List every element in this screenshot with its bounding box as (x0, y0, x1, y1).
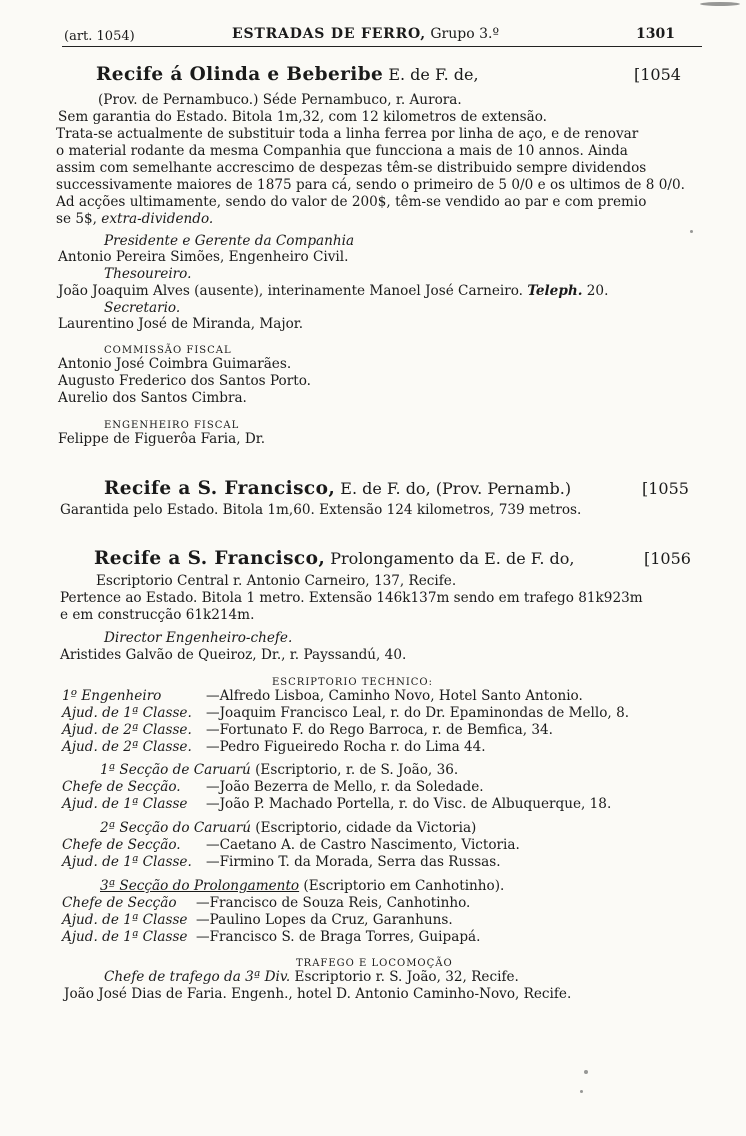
staff-role: Ajud. de 2ª Classe. (62, 739, 192, 755)
staff-role: Ajud. de 1ª Classe. (62, 854, 192, 870)
staff-role: Chefe de Secção. (62, 779, 181, 795)
entry-1056-address: Escriptorio Central r. Antonio Carneiro, 137, Recife. (96, 573, 457, 589)
entry-1054-body-last-plain: se 5$, (56, 211, 102, 227)
section-title (100, 762, 458, 779)
role-name-president: Antonio Pereira Simões, Engenheiro Civil. (58, 249, 349, 265)
section-title (100, 820, 476, 837)
staff-name: —Paulino Lopes da Cruz, Garanhuns. (196, 912, 453, 928)
role-title-secretary: Secretario. (104, 300, 181, 316)
scan-speck (580, 1090, 583, 1093)
commission-heading: COMMISSÃO FISCAL (104, 345, 232, 356)
staff-name: —João Bezerra de Mello, r. da Soledade. (206, 779, 484, 795)
entry-1056-body-line: Pertence ao Estado. Bitola 1 metro. Extensão 146k137m sendo em trafego 81k923m (60, 590, 643, 606)
section-title-italic: 1ª Secção de Caruarú (100, 762, 251, 778)
tech-office-heading: ESCRIPTORIO TECHNICO: (272, 677, 433, 688)
entry-1054-body-line: Trata-se actualmente de substituir toda a linha ferrea por linha de aço, e de renovar (56, 126, 639, 142)
staff-role: Chefe de Secção (62, 895, 177, 911)
role-title-treasurer: Thesoureiro. (104, 266, 192, 282)
director-name: Aristides Galvão de Queiroz, Dr., r. Payssandú, 40. (60, 647, 407, 663)
entry-1054-body-line: Ad acções ultimamente, sendo do valor de 200$, têm-se vendido ao par e com premio (56, 194, 647, 210)
staff-name: —Pedro Figueiredo Rocha r. do Lima 44. (206, 739, 486, 755)
entry-1054-address: (Prov. de Pernambuco.) Séde Pernambuco, r. Aurora. (98, 92, 462, 108)
section-title-italic: 2ª Secção do Caruarú (100, 820, 251, 836)
section-title (100, 878, 504, 895)
staff-name: —Francisco S. de Braga Torres, Guipapá. (196, 929, 481, 945)
staff-role: Ajud. de 1ª Classe (62, 912, 188, 928)
role-name-secretary: Laurentino José de Miranda, Major. (58, 316, 304, 332)
entry-1054-body-last-italic: extra-dividendo. (101, 211, 214, 227)
entry-1054-body-line: o material rodante da mesma Companhia que funcciona a mais de 10 annos. Ainda (56, 143, 628, 159)
staff-name: —João P. Machado Portella, r. do Visc. de Albuquerque, 18. (206, 796, 612, 812)
running-header-group: Grupo 3.º (425, 26, 500, 42)
section-title-italic: 3ª Secção do Prolongamento (100, 878, 300, 894)
entry-1056-body-line: e em construcção 61k214m. (60, 607, 255, 623)
entry-1054-body-line: assim com semelhante accrescimo de despezas têm-se distribuido sempre dividendos (56, 160, 647, 176)
running-header-left: (art. 1054) (64, 29, 135, 44)
entry-1055-title (104, 480, 571, 499)
header-rule (62, 46, 702, 47)
staff-name: —Firmino T. da Morada, Serra das Russas. (206, 854, 501, 870)
section-title-rest: (Escriptorio, r. de S. João, 36. (250, 762, 459, 778)
entry-1056-number: [1056 (644, 549, 691, 568)
entry-1056-title (94, 550, 575, 569)
running-header-center (232, 26, 499, 43)
staff-role: Ajud. de 1ª Classe. (62, 705, 192, 721)
entry-1054-title-bold: Recife á Olinda e Beberibe (96, 64, 384, 85)
role-name-treasurer-text: João Joaquim Alves (ausente), interinamente Manoel José Carneiro. (58, 283, 523, 299)
scan-speck (700, 2, 740, 6)
role-title-president: Presidente e Gerente da Companhia (104, 233, 355, 249)
commission-member: Antonio José Coimbra Guimarães. (58, 356, 292, 372)
entry-1054-number: [1054 (634, 65, 681, 84)
entry-1054-title (96, 66, 696, 85)
traffic-role-rest: Escriptorio r. S. João, 32, Recife. (290, 969, 519, 985)
staff-name: —Francisco de Souza Reis, Canhotinho. (196, 895, 471, 911)
staff-name: —Joaquim Francisco Leal, r. do Dr. Epaminondas de Mello, 8. (206, 705, 630, 721)
page-number: 1301 (636, 26, 675, 42)
staff-role: Ajud. de 2ª Classe. (62, 722, 192, 738)
telephone-label: Teleph. (527, 283, 583, 299)
staff-role: 1º Engenheiro (62, 688, 162, 704)
traffic-heading: TRAFEGO E LOCOMOÇÃO (296, 958, 453, 969)
entry-1054-body-last (56, 211, 213, 228)
commission-member: Augusto Frederico dos Santos Porto. (58, 373, 311, 389)
entry-1054-body-line: Sem garantia do Estado. Bitola 1m,32, com 12 kilometros de extensão. (58, 109, 547, 125)
entry-1055-title-bold: Recife a S. Francisco, (104, 478, 336, 499)
engineer-heading: ENGENHEIRO FISCAL (104, 420, 240, 431)
director-title: Director Engenheiro-chefe. (104, 630, 293, 646)
staff-role: Ajud. de 1ª Classe (62, 796, 188, 812)
entry-1054-body-line: successivamente maiores de 1875 para cá, sendo o primeiro de 5 0/0 e os ultimos de 8 0/0. (56, 177, 685, 193)
scan-speck (690, 230, 693, 233)
staff-name: —Fortunato F. do Rego Barroca, r. de Bemfica, 34. (206, 722, 553, 738)
entry-1055-title-rest: E. de F. do, (Prov. Pernamb.) (335, 479, 572, 498)
engineer-name: Felippe de Figuerôa Faria, Dr. (58, 431, 266, 447)
traffic-role (104, 969, 519, 986)
staff-role: Ajud. de 1ª Classe (62, 929, 188, 945)
section-title-rest: (Escriptorio, cidade da Victoria) (250, 820, 477, 836)
entry-1056-title-bold: Recife a S. Francisco, (94, 548, 326, 569)
entry-1056-title-rest: Prolongamento da E. de F. do, (325, 549, 575, 568)
traffic-role-italic: Chefe de trafego da 3ª Div. (104, 969, 291, 985)
staff-name: —Alfredo Lisboa, Caminho Novo, Hotel Santo Antonio. (206, 688, 583, 704)
traffic-name: João José Dias de Faria. Engenh., hotel D. Antonio Caminho-Novo, Recife. (64, 986, 572, 1002)
running-header-title: ESTRADAS DE FERRO, (232, 26, 426, 42)
scan-speck (584, 1070, 588, 1074)
entry-1055-number: [1055 (642, 479, 689, 498)
telephone-number: 20. (582, 283, 609, 299)
staff-name: —Caetano A. de Castro Nascimento, Victoria. (206, 837, 520, 853)
entry-1054-title-rest: E. de F. de, (383, 65, 479, 84)
entry-1055-body: Garantida pelo Estado. Bitola 1m,60. Extensão 124 kilometros, 739 metros. (60, 502, 582, 518)
staff-role: Chefe de Secção. (62, 837, 181, 853)
role-name-treasurer (58, 283, 608, 300)
commission-member: Aurelio dos Santos Cimbra. (58, 390, 247, 406)
section-title-rest: (Escriptorio em Canhotinho). (299, 878, 505, 894)
